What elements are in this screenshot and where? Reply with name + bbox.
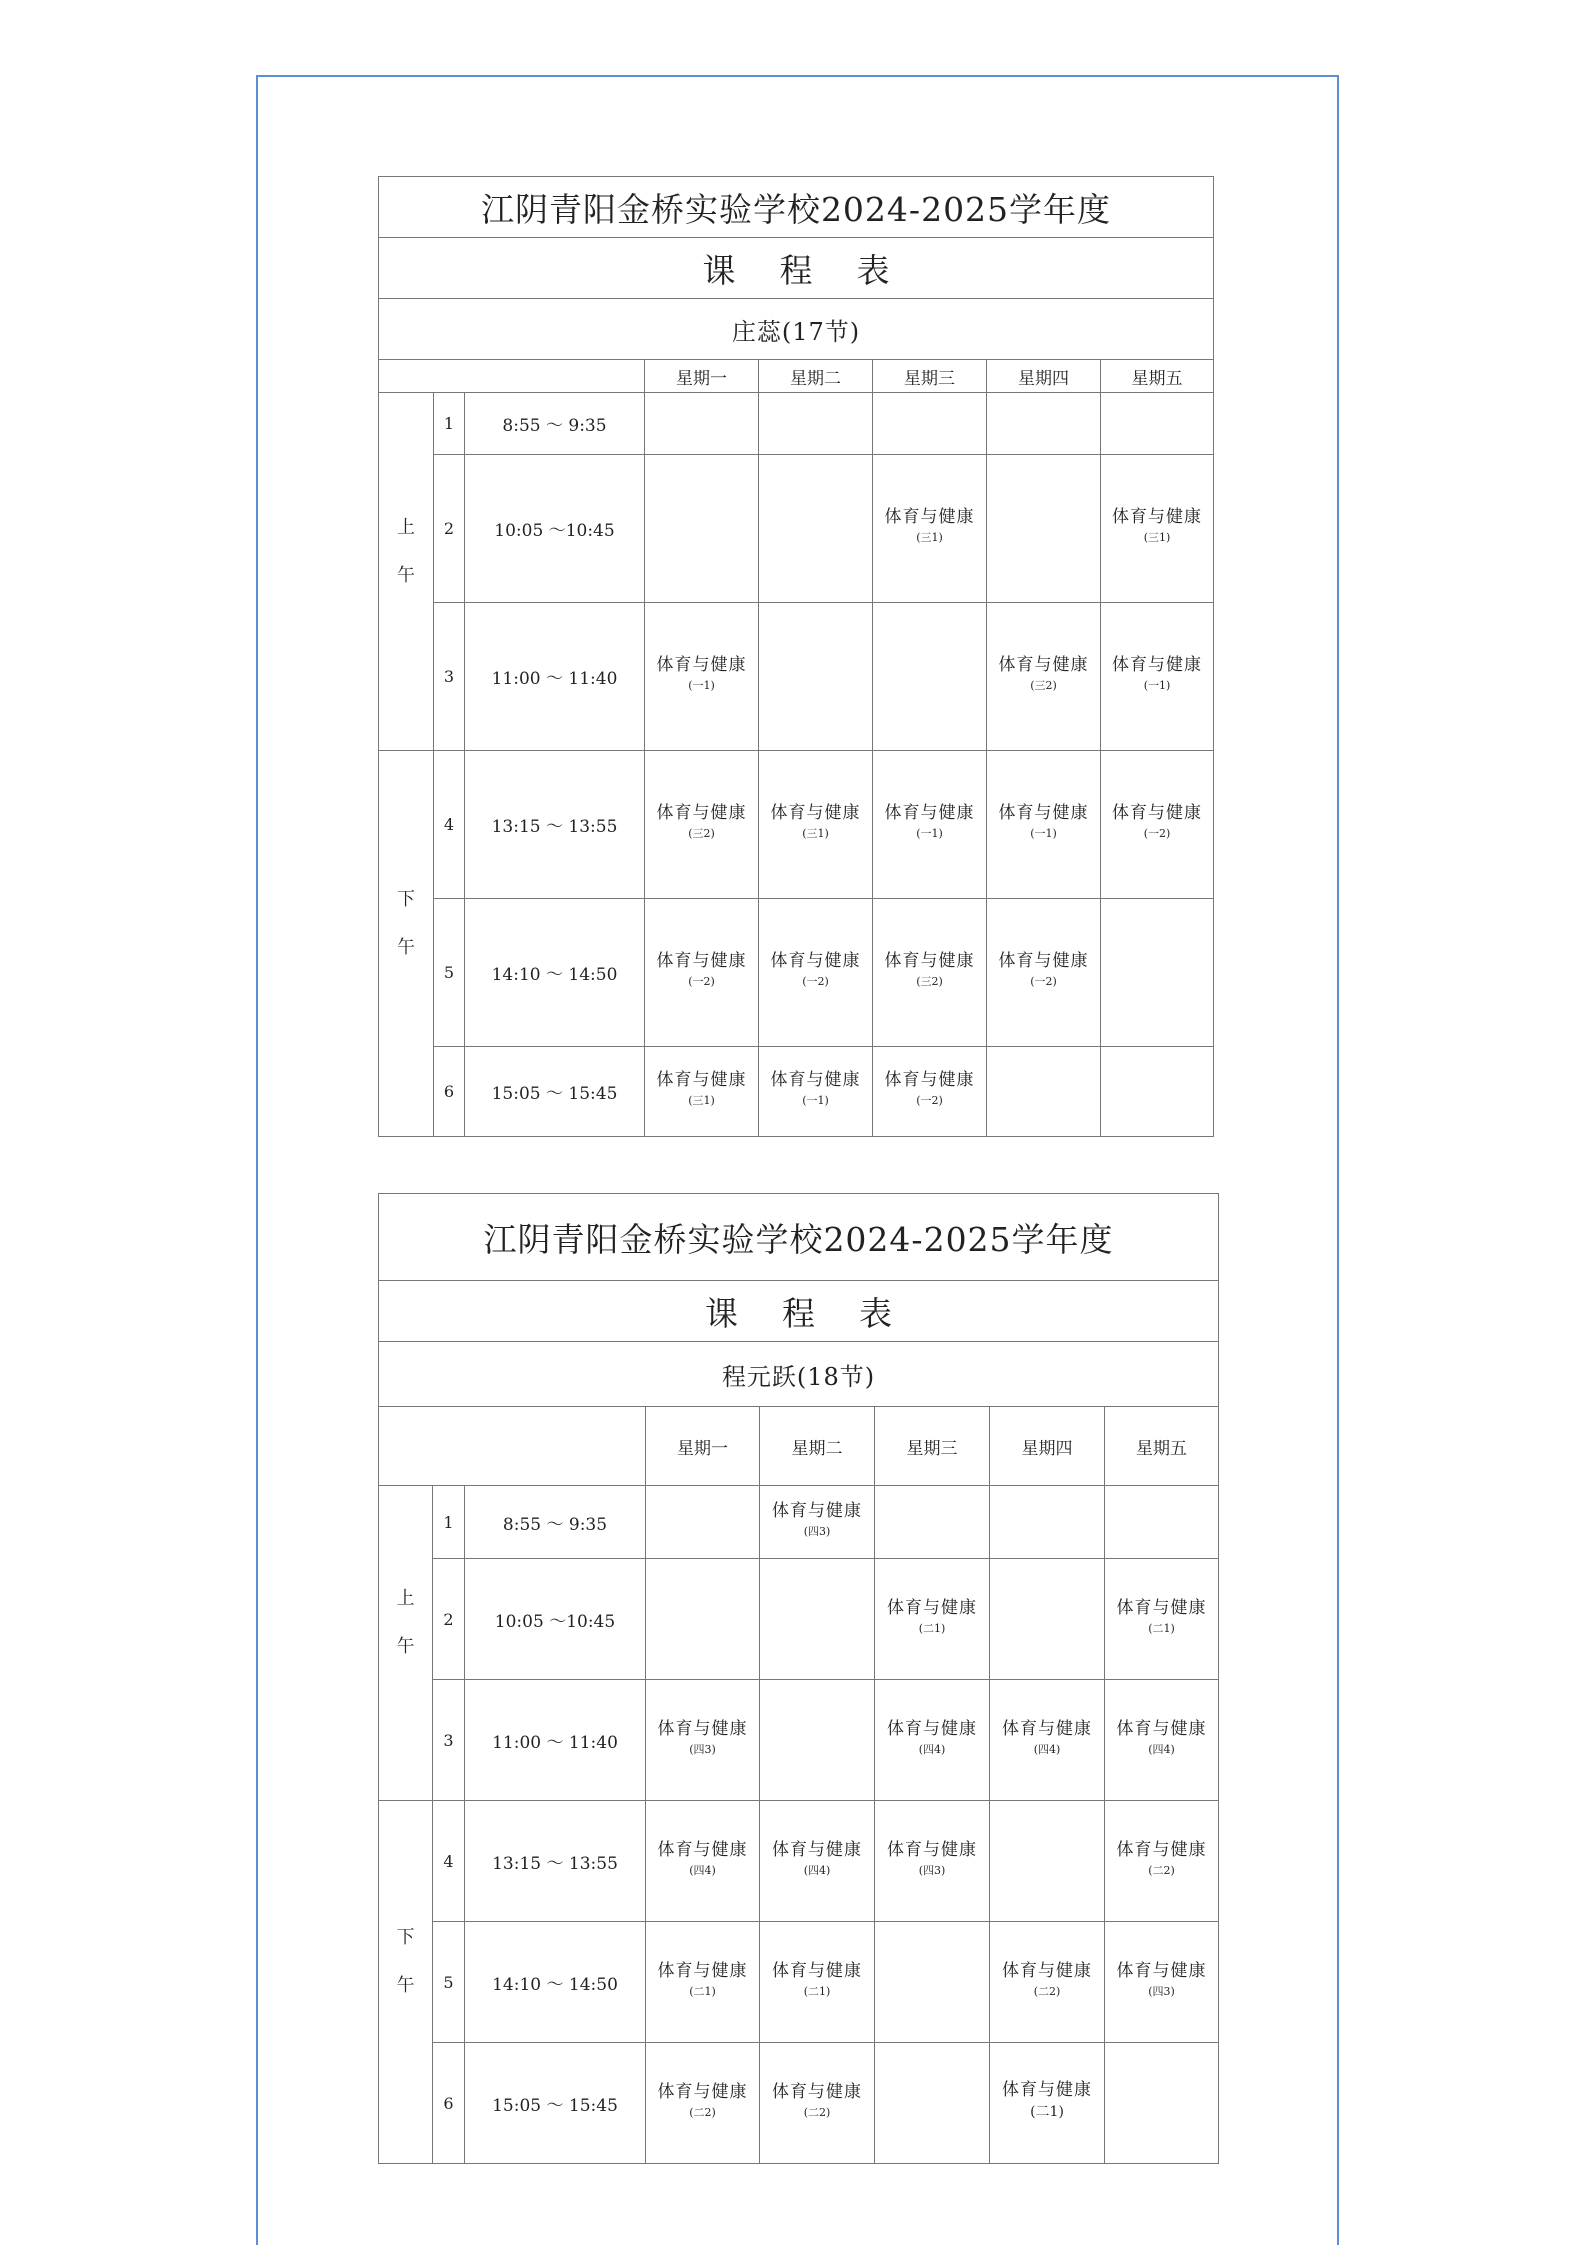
course-name: 体育与健康 [1002, 2080, 1092, 2100]
lesson [657, 1068, 747, 1109]
lesson [1002, 1717, 1092, 1758]
lesson [772, 1838, 862, 1879]
day-header: 星期四 [990, 1407, 1105, 1486]
period-time: 10:05 ～10:45 [465, 1559, 646, 1680]
lesson [657, 949, 747, 990]
school-title: 江阴青阳金桥实验学校2024-2025学年度 [379, 1194, 1219, 1281]
lesson [999, 653, 1089, 694]
day-header: 星期四 [987, 360, 1101, 393]
class-name: (四3) [689, 1742, 716, 1756]
class-name: (一1) [916, 827, 943, 840]
class-name: (二1) [1148, 1621, 1175, 1635]
class-name: (二2) [689, 2105, 716, 2119]
class-name: (四4) [1148, 1742, 1175, 1756]
lesson [1112, 505, 1202, 546]
course-name: 体育与健康 [1112, 803, 1202, 823]
lesson [658, 1959, 748, 2000]
day-header: 星期二 [759, 360, 873, 393]
course-name: 体育与健康 [884, 951, 975, 971]
morning-label [379, 1486, 433, 1801]
period-number: 6 [433, 2043, 465, 2164]
title-row [379, 177, 1214, 238]
course-name: 体育与健康 [770, 951, 861, 971]
period-time: 11:00 ～ 11:40 [465, 1680, 646, 1801]
lesson-cell [760, 1559, 875, 1680]
table-row [379, 455, 1214, 603]
period-number: 2 [434, 455, 465, 603]
lesson [1117, 1717, 1207, 1758]
lesson-cell [645, 1047, 759, 1137]
lesson-cell [759, 393, 873, 455]
lesson [658, 2080, 748, 2121]
school-title: 江阴青阳金桥实验学校2024-2025学年度 [379, 177, 1214, 238]
table-row [379, 1922, 1219, 2043]
lesson-cell [1101, 751, 1214, 899]
lesson-cell [873, 1047, 987, 1137]
class-name: (四4) [689, 1863, 716, 1877]
lesson-cell [1101, 455, 1214, 603]
lesson-cell [759, 899, 873, 1047]
lesson [772, 1959, 862, 2000]
class-name: (二2) [803, 2105, 831, 2119]
lesson [885, 1068, 975, 1109]
period-number: 2 [433, 1559, 465, 1680]
table-name: 课程表 [379, 238, 1214, 299]
class-name: (一1) [1143, 679, 1171, 692]
class-name: (四4) [918, 1742, 946, 1756]
class-name: (三1) [1143, 531, 1171, 544]
teacher-row [379, 299, 1214, 360]
course-name: 体育与健康 [657, 1960, 748, 1981]
class-name: (二2) [1033, 1984, 1061, 1998]
period-number: 5 [434, 899, 465, 1047]
lesson-cell [987, 393, 1101, 455]
period-time: 15:05 ～ 15:45 [465, 2043, 646, 2164]
table-row [379, 751, 1214, 899]
lesson-cell [646, 1559, 760, 1680]
lesson-cell [987, 455, 1101, 603]
lesson-cell [990, 1680, 1105, 1801]
lesson-cell [760, 1922, 875, 2043]
lesson [658, 1838, 748, 1879]
day-header: 星期一 [645, 360, 759, 393]
period-time: 14:10 ～ 14:50 [465, 1922, 646, 2043]
lesson [1112, 801, 1202, 842]
lesson-cell [875, 2043, 990, 2164]
lesson-cell [990, 1559, 1105, 1680]
course-name: 体育与健康 [887, 1597, 977, 1618]
lesson-cell [873, 603, 987, 751]
class-name: (四3) [803, 1524, 831, 1538]
table-row [379, 1680, 1219, 1801]
lesson-cell [645, 455, 759, 603]
table-name-row [379, 238, 1214, 299]
lesson [885, 801, 975, 842]
class-name: (三1) [802, 827, 829, 840]
lesson-cell [875, 1922, 990, 2043]
lesson [771, 1068, 861, 1109]
lesson-cell [873, 899, 987, 1047]
lesson-cell [645, 393, 759, 455]
lesson [1117, 1838, 1207, 1879]
lesson-cell [987, 603, 1101, 751]
lesson [771, 949, 861, 990]
lesson-cell [875, 1559, 990, 1680]
period-time: 13:15 ～ 13:55 [465, 751, 645, 899]
course-name: 体育与健康 [887, 1839, 977, 1860]
day-header: 星期五 [1101, 360, 1214, 393]
lesson-cell [760, 1486, 875, 1559]
lesson [657, 653, 747, 694]
table-name: 课程表 [379, 1281, 1219, 1342]
day-header-row [379, 1407, 1219, 1486]
teacher-row [379, 1342, 1219, 1407]
lesson-cell [645, 603, 759, 751]
class-name: (二1) [1030, 2104, 1064, 2120]
day-header-row [379, 360, 1214, 393]
course-name: 体育与健康 [1002, 1718, 1092, 1739]
lesson [658, 1717, 748, 1758]
lesson-cell [646, 1486, 760, 1559]
lesson [887, 1838, 977, 1879]
lesson-cell [875, 1486, 990, 1559]
lesson-cell [1101, 1047, 1214, 1137]
table-row [379, 1486, 1219, 1559]
day-header: 星期三 [875, 1407, 990, 1486]
class-name: (一1) [688, 679, 715, 692]
teacher-name: 庄蕊(17节) [379, 299, 1214, 360]
afternoon-label [379, 751, 434, 1137]
lesson-cell [875, 1680, 990, 1801]
period-time: 10:05 ～10:45 [465, 455, 645, 603]
lesson [1002, 1959, 1092, 2000]
class-name: (一1) [802, 1094, 829, 1107]
course-name: 体育与健康 [657, 1718, 748, 1739]
course-name: 体育与健康 [1112, 655, 1202, 675]
period-time: 15:05 ～ 15:45 [465, 1047, 645, 1137]
course-name: 体育与健康 [884, 1070, 975, 1090]
lesson-cell [760, 1801, 875, 1922]
course-name: 体育与健康 [657, 2081, 748, 2102]
period-number: 3 [434, 603, 465, 751]
course-name: 体育与健康 [884, 803, 975, 823]
lesson [1117, 1959, 1207, 2000]
lesson-cell [759, 455, 873, 603]
lesson [657, 801, 747, 842]
lesson [885, 949, 975, 990]
class-name: (二2) [1148, 1863, 1175, 1877]
class-name: (二1) [689, 1984, 716, 1998]
lesson-cell [1105, 2043, 1219, 2164]
course-name: 体育与健康 [887, 1718, 977, 1739]
lesson-cell [1105, 1801, 1219, 1922]
lesson-cell [990, 1922, 1105, 2043]
course-name: 体育与健康 [1002, 1960, 1092, 1981]
course-name: 体育与健康 [998, 655, 1089, 675]
class-name: (一2) [688, 975, 715, 988]
course-name: 体育与健康 [772, 1500, 862, 1521]
lesson-cell [873, 393, 987, 455]
lesson-cell [1101, 899, 1214, 1047]
class-name: (一2) [1143, 827, 1171, 840]
lesson [887, 1717, 977, 1758]
lesson-cell [987, 751, 1101, 899]
course-name: 体育与健康 [656, 803, 747, 823]
course-name: 体育与健康 [656, 951, 747, 971]
period-time: 11:00 ～ 11:40 [465, 603, 645, 751]
lesson-cell [987, 1047, 1101, 1137]
day-header: 星期一 [646, 1407, 760, 1486]
lesson-cell [873, 455, 987, 603]
period-time: 13:15 ～ 13:55 [465, 1801, 646, 1922]
course-name: 体育与健康 [998, 803, 1089, 823]
course-name: 体育与健康 [770, 1070, 861, 1090]
class-name: (三1) [916, 531, 943, 544]
class-name: (三1) [688, 1094, 715, 1107]
class-name: (四3) [918, 1863, 946, 1877]
day-header: 星期三 [873, 360, 987, 393]
day-header: 星期二 [760, 1407, 875, 1486]
course-name: 体育与健康 [1116, 1718, 1207, 1739]
class-name: (四4) [803, 1863, 831, 1877]
lesson-cell [646, 2043, 760, 2164]
half-day-text: 上 午 [397, 516, 415, 586]
lesson [1112, 653, 1202, 694]
lesson-cell [760, 2043, 875, 2164]
lesson-cell [987, 899, 1101, 1047]
class-name: (一2) [916, 1094, 943, 1107]
lesson-cell [759, 1047, 873, 1137]
lesson-cell [1101, 603, 1214, 751]
lesson-cell [1101, 393, 1214, 455]
half-day-text: 下 午 [396, 1927, 415, 1996]
lesson [885, 505, 975, 546]
teacher-name: 程元跃(18节) [379, 1342, 1219, 1407]
lesson [772, 1499, 862, 1540]
lesson-cell [1105, 1559, 1219, 1680]
lesson [1002, 2078, 1092, 2122]
course-name: 体育与健康 [1116, 1839, 1207, 1860]
period-number: 4 [434, 751, 465, 899]
table-row [379, 393, 1214, 455]
lesson-cell [646, 1922, 760, 2043]
lesson-cell [645, 751, 759, 899]
header-blank-cell [379, 360, 645, 393]
period-number: 1 [433, 1486, 465, 1559]
table-row [379, 1801, 1219, 1922]
half-day-text: 上 午 [396, 1588, 415, 1657]
class-name: (二1) [803, 1984, 831, 1998]
class-name: (二1) [918, 1621, 946, 1635]
lesson [771, 801, 861, 842]
course-name: 体育与健康 [656, 655, 747, 675]
lesson [999, 801, 1089, 842]
lesson-cell [646, 1680, 760, 1801]
course-name: 体育与健康 [657, 1839, 748, 1860]
lesson-cell [990, 1486, 1105, 1559]
class-name: (三2) [1030, 679, 1057, 692]
table-name-row [379, 1281, 1219, 1342]
half-day-text: 下 午 [397, 888, 415, 958]
table-row [379, 1559, 1219, 1680]
period-time: 14:10 ～ 14:50 [465, 899, 645, 1047]
course-name: 体育与健康 [1116, 1960, 1207, 1981]
lesson-cell [760, 1680, 875, 1801]
class-name: (四3) [1148, 1984, 1175, 1998]
course-name: 体育与健康 [998, 951, 1089, 971]
lesson-cell [759, 603, 873, 751]
period-number: 5 [433, 1922, 465, 2043]
timetable-zhuang-rui [378, 176, 1214, 1137]
table-row [379, 1047, 1214, 1137]
class-name: (三2) [916, 975, 943, 988]
lesson-cell [1105, 1680, 1219, 1801]
lesson-cell [990, 1801, 1105, 1922]
header-blank-cell [379, 1407, 646, 1486]
period-number: 6 [434, 1047, 465, 1137]
course-name: 体育与健康 [656, 1070, 747, 1090]
period-number: 4 [433, 1801, 465, 1922]
lesson-cell [645, 899, 759, 1047]
lesson [1117, 1596, 1207, 1637]
class-name: (一1) [1030, 827, 1057, 840]
lesson [772, 2080, 862, 2121]
period-number: 1 [434, 393, 465, 455]
class-name: (四4) [1033, 1742, 1061, 1756]
class-name: (一2) [802, 975, 829, 988]
lesson-cell [1105, 1486, 1219, 1559]
morning-label [379, 393, 434, 751]
lesson [999, 949, 1089, 990]
lesson-cell [875, 1801, 990, 1922]
title-row [379, 1194, 1219, 1281]
lesson [887, 1596, 977, 1637]
lesson-cell [873, 751, 987, 899]
class-name: (一2) [1030, 975, 1057, 988]
course-name: 体育与健康 [1112, 507, 1202, 527]
lesson-cell [1105, 1922, 1219, 2043]
period-number: 3 [433, 1680, 465, 1801]
lesson-cell [759, 751, 873, 899]
course-name: 体育与健康 [772, 1839, 862, 1860]
timetable-cheng-yuanyue [378, 1193, 1219, 2164]
afternoon-label [379, 1801, 433, 2164]
course-name: 体育与健康 [884, 507, 975, 527]
table-row [379, 2043, 1219, 2164]
course-name: 体育与健康 [772, 1960, 862, 1981]
table-row [379, 899, 1214, 1047]
day-header: 星期五 [1105, 1407, 1219, 1486]
lesson-cell [990, 2043, 1105, 2164]
course-name: 体育与健康 [1116, 1597, 1207, 1618]
lesson-cell [646, 1801, 760, 1922]
class-name: (三2) [688, 827, 715, 840]
course-name: 体育与健康 [772, 2081, 862, 2102]
period-time: 8:55 ～ 9:35 [465, 1486, 646, 1559]
period-time: 8:55 ～ 9:35 [465, 393, 645, 455]
table-row [379, 603, 1214, 751]
course-name: 体育与健康 [770, 803, 861, 823]
